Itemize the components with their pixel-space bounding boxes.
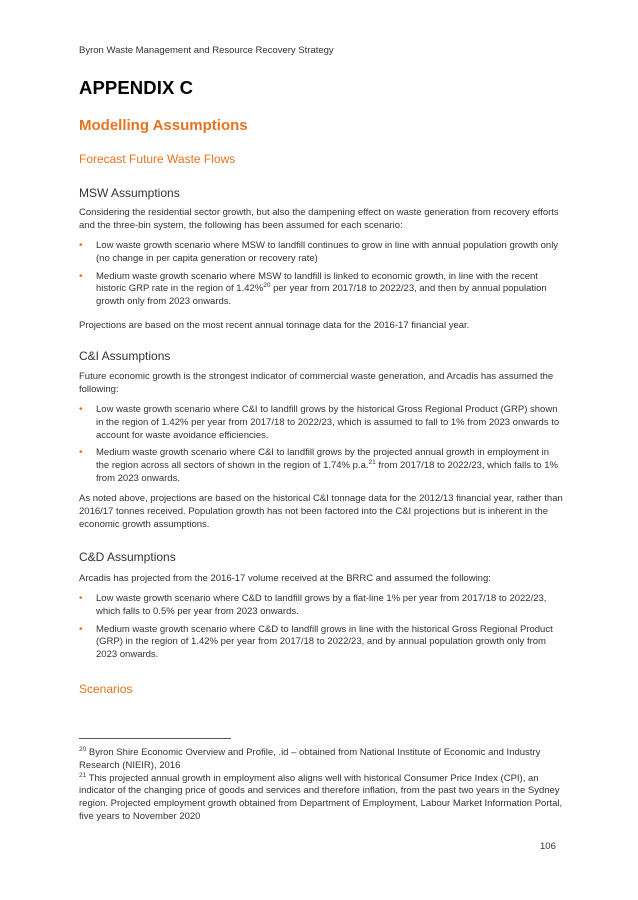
list-item — [79, 447, 563, 485]
list-item — [79, 593, 563, 619]
msw-bullet-1: Low waste growth scenario where MSW to landfill continues to grow in line with annual population growth only (no change in per capita generation or recovery rate) — [96, 240, 559, 264]
cd-bullet-2: Medium waste growth scenario where C&D to landfill grows in line with the historical Gross Regional Product (GRP) in the region of 1.42% per year from 2017/18 to 2022/23, and by annual population growth only from 2023 onwards. — [96, 623, 553, 661]
ci-bullet-2-text: Medium waste growth scenario where C&I to landfill grows by the projected annual growth in employment in the region across all sectors of shown in the region of 1.74% p.a. — [96, 447, 550, 472]
ci-intro: Future economic growth is the strongest indicator of commercial waste generation, and Arcadis has assumed the following: — [79, 371, 554, 395]
cd-intro: Arcadis has projected from the 2016-17 volume received at the BRRC and assumed the following: — [79, 573, 491, 584]
bullet-icon: • — [79, 240, 83, 251]
cd-bullet-1: Low waste growth scenario where C&D to landfill grows by a flat-line 1% per year from 2017/18 to 2022/23, which falls to 0.5% per year from 2023 onwards. — [96, 593, 547, 617]
bullet-icon: • — [79, 447, 83, 459]
ci-heading: C&I Assumptions — [79, 349, 171, 363]
cd-heading: C&D Assumptions — [79, 550, 176, 564]
ci-bullet-list — [79, 404, 563, 491]
appendix-title: APPENDIX C — [79, 77, 194, 98]
footnotes — [79, 747, 563, 824]
bullet-icon: • — [79, 623, 83, 635]
msw-heading: MSW Assumptions — [79, 186, 180, 200]
scenarios-heading: Scenarios — [79, 682, 133, 696]
footnote-21 — [79, 773, 563, 824]
footnote-marker-20: 20 — [79, 745, 87, 753]
footnote-21-text: This projected annual growth in employment also aligns well with historical Consumer Price Index (CPI), an indicator of the changing price of goods and services and therefore inflation, from the past two years in the Sydney region. Projected employment growth obtained from Department of Employment, Labour Market Information Portal, five years to November 2020 — [79, 772, 563, 822]
page-number: 106 — [540, 841, 556, 852]
msw-outro: Projections are based on the most recent annual tonnage data for the 2016-17 financial year. — [79, 320, 470, 331]
subsection-title: Forecast Future Waste Flows — [79, 152, 236, 166]
section-title: Modelling Assumptions — [79, 117, 248, 134]
msw-intro: Considering the residential sector growth, but also the dampening effect on waste generation from recovery efforts and the three-bin system, the following has been assumed for each scenario: — [79, 207, 559, 231]
list-item — [79, 271, 563, 309]
ci-bullet-1: Low waste growth scenario where C&I to landfill grows by the historical Gross Regional Product (GRP) shown in the region of 1.42% per year from 2017/18 to 2022/23, which is assumed to fall to 1% from 2023 onwards to account for waste avoidance efficiencies. — [96, 404, 560, 441]
footnote-marker-21: 21 — [79, 771, 87, 779]
cd-bullet-list — [79, 593, 563, 667]
footnote-divider — [79, 738, 231, 739]
footnote-ref-20[interactable]: 20 — [263, 282, 271, 290]
running-header: Byron Waste Management and Resource Recovery Strategy — [79, 45, 334, 56]
footnote-20-text: Byron Shire Economic Overview and Profile, .id – obtained from National Institute of Economic and Industry Research (NIEIR), 2016 — [79, 747, 541, 771]
bullet-icon: • — [79, 270, 83, 282]
ci-outro: As noted above, projections are based on the historical C&I tonnage data for the 2012/13 financial year, rather than 2016/17 tonnes received. Population growth has not been factored into the C&I projections but is inherent in the economic growth assumptions. — [79, 493, 563, 530]
bullet-icon: • — [79, 593, 83, 604]
list-item — [79, 240, 563, 266]
msw-bullet-list — [79, 240, 563, 314]
bullet-icon: • — [79, 404, 83, 415]
msw-bullet-2-text-end: per year from 2017/18 to 2022/23, and then by annual population growth only from 2023 onwards. — [96, 283, 547, 308]
footnote-ref-21[interactable]: 21 — [368, 459, 376, 467]
list-item — [79, 404, 563, 442]
list-item — [79, 624, 563, 662]
footnote-20 — [79, 747, 563, 773]
msw-bullet-2-text: Medium waste growth scenario where MSW to landfill is linked to economic growth, in line with the recent historic GRP rate in the region of 1.42% — [96, 270, 538, 295]
ci-bullet-2-text-end: from 2017/18 to 2022/23, which falls to 1% from 2023 onwards. — [96, 460, 558, 484]
